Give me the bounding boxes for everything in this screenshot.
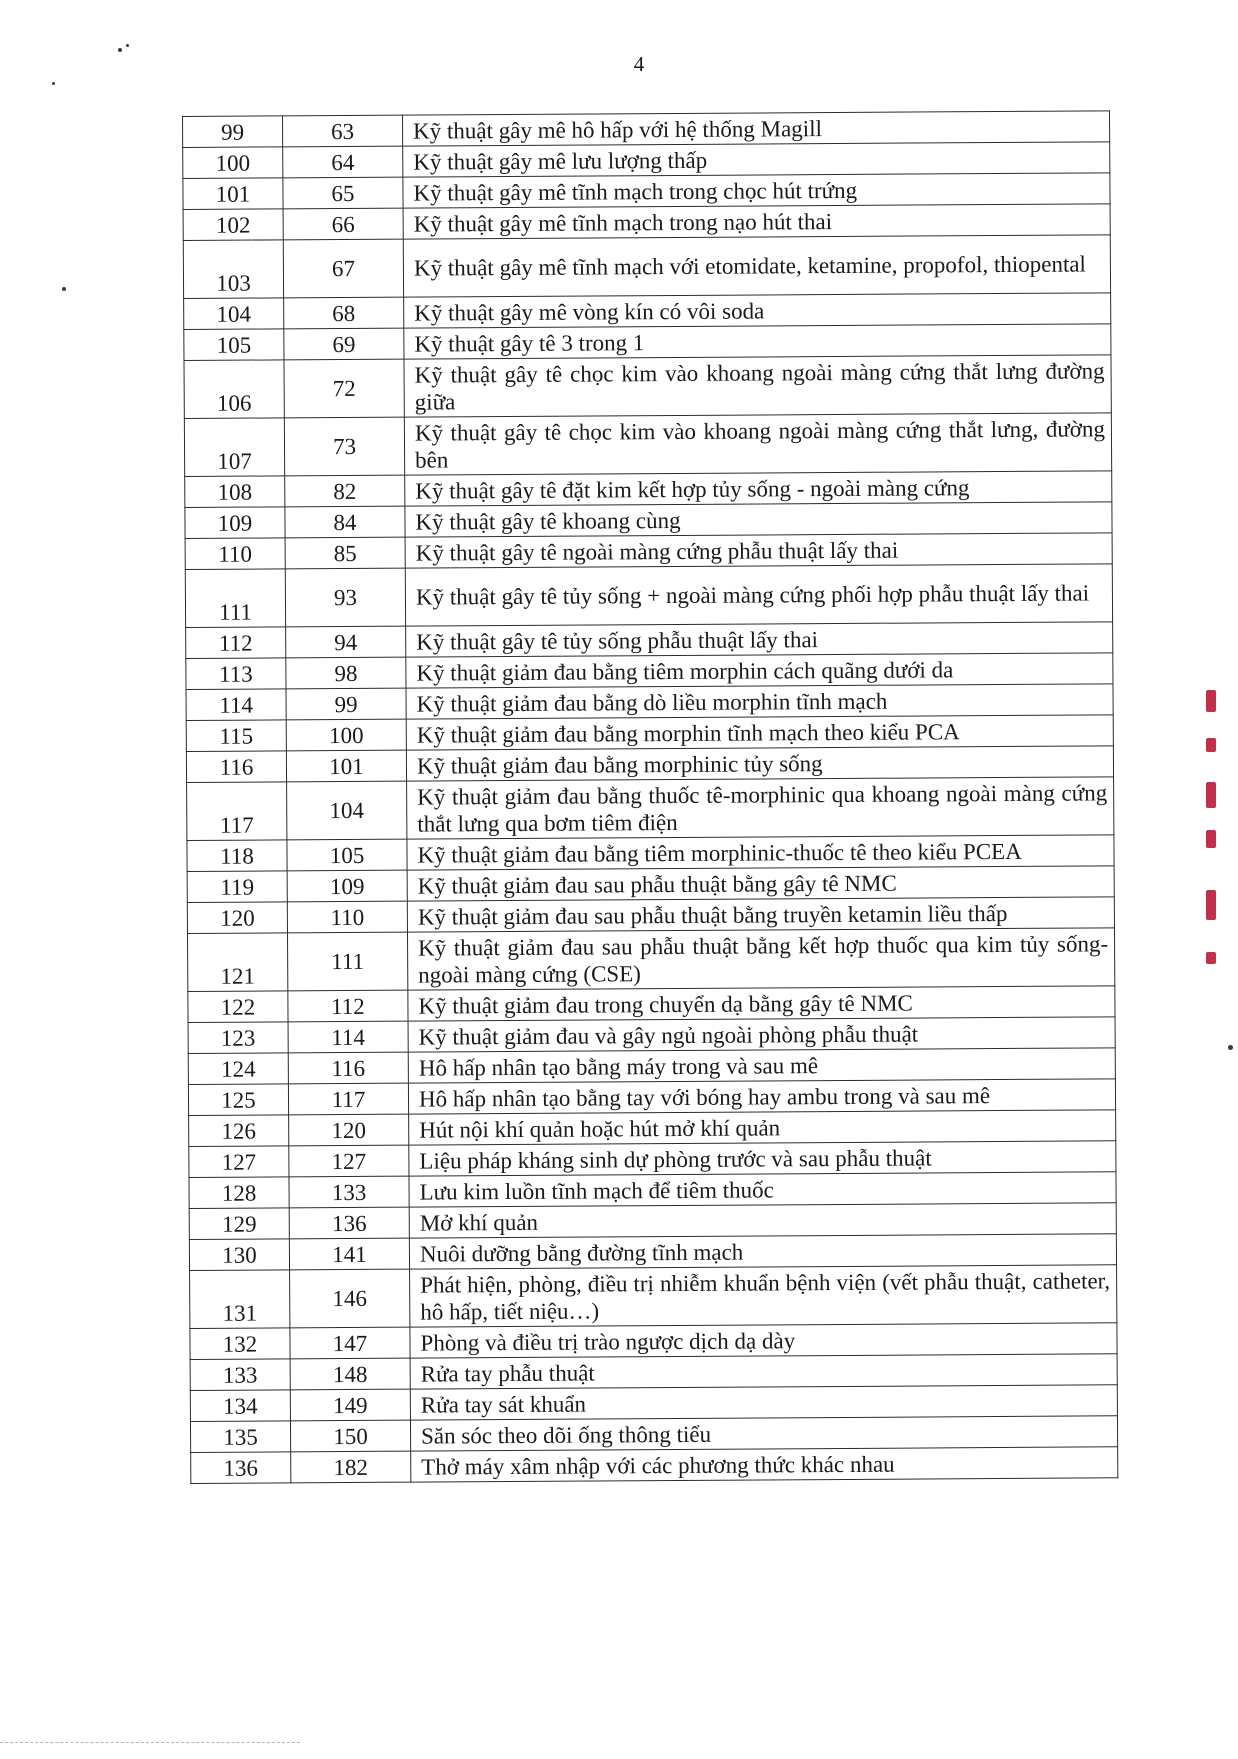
procedure-name-cell: Hô hấp nhân tạo bằng máy trong và sau mê	[408, 1048, 1115, 1083]
row-number-cell: 127	[189, 1146, 289, 1178]
scan-speck	[118, 48, 122, 52]
row-number-cell: 134	[190, 1390, 290, 1422]
row-number-cell: 115	[186, 720, 286, 752]
procedure-code-cell: 82	[285, 475, 405, 507]
row-number-cell: 113	[186, 658, 286, 690]
row-number-cell: 124	[188, 1053, 288, 1085]
procedure-name-cell: Kỹ thuật gây mê tĩnh mạch với etomidate, ketamine, propofol, thiopental	[403, 235, 1110, 297]
procedure-code-cell: 111	[287, 932, 407, 991]
scan-speck	[1228, 1045, 1233, 1050]
procedure-code-cell: 72	[284, 359, 404, 418]
row-number-cell: 130	[189, 1239, 289, 1271]
row-number-cell: 133	[190, 1359, 290, 1391]
table-row	[190, 1265, 1117, 1329]
procedure-code-cell: 117	[288, 1083, 408, 1115]
procedure-code-cell: 149	[290, 1389, 410, 1421]
row-number-cell: 122	[188, 991, 288, 1023]
scan-speck	[52, 82, 55, 85]
procedure-code-cell: 112	[288, 990, 408, 1022]
row-number-cell: 131	[190, 1270, 290, 1329]
row-number-cell: 109	[185, 507, 285, 539]
row-number-cell: 132	[190, 1328, 290, 1360]
procedure-name-cell: Mở khí quản	[409, 1203, 1116, 1238]
procedure-code-cell: 65	[283, 177, 403, 209]
procedure-code-cell: 73	[284, 417, 404, 476]
procedure-code-cell: 141	[289, 1238, 409, 1270]
scan-speck	[126, 44, 129, 47]
procedure-code-cell: 93	[285, 568, 405, 627]
stamp-fragment	[1206, 690, 1220, 1070]
procedure-name-cell: Kỹ thuật gây tê chọc kim vào khoang ngoài màng cứng thắt lưng, đường bên	[404, 413, 1111, 475]
row-number-cell: 99	[183, 116, 283, 148]
procedure-name-cell: Kỹ thuật giảm đau bằng tiêm morphin cách quãng dưới da	[406, 653, 1113, 688]
procedure-name-cell: Kỹ thuật giảm đau sau phẫu thuật bằng kết hợp thuốc qua kim tủy sống-ngoài màng cứng (CSE)	[407, 928, 1114, 990]
procedure-name-cell: Kỹ thuật giảm đau và gây ngủ ngoài phòng phẫu thuật	[408, 1017, 1115, 1052]
procedure-name-cell: Kỹ thuật giảm đau sau phẫu thuật bằng gây tê NMC	[407, 866, 1114, 901]
row-number-cell: 135	[190, 1421, 290, 1453]
procedure-code-cell: 150	[290, 1420, 410, 1452]
row-number-cell: 102	[183, 209, 283, 241]
procedure-name-cell: Hút nội khí quản hoặc hút mở khí quản	[409, 1110, 1116, 1145]
table-row	[184, 413, 1111, 477]
row-number-cell: 128	[189, 1177, 289, 1209]
procedure-name-cell: Phòng và điều trị trào ngược dịch dạ dày	[410, 1323, 1117, 1358]
procedure-code-cell: 98	[286, 657, 406, 689]
row-number-cell: 100	[183, 147, 283, 179]
procedure-name-cell: Săn sóc theo dõi ống thông tiểu	[410, 1416, 1117, 1451]
row-number-cell: 120	[187, 902, 287, 934]
procedure-code-cell: 147	[290, 1327, 410, 1359]
procedure-code-cell: 99	[286, 688, 406, 720]
procedure-code-cell: 64	[283, 146, 403, 178]
procedure-name-cell: Rửa tay phẫu thuật	[410, 1354, 1117, 1389]
procedure-name-cell: Kỹ thuật gây tê tủy sống + ngoài màng cứng phối hợp phẫu thuật lấy thai	[405, 564, 1112, 626]
procedure-name-cell: Rửa tay sát khuẩn	[410, 1385, 1117, 1420]
row-number-cell: 101	[183, 178, 283, 210]
procedure-table-body	[183, 111, 1118, 1484]
table-row	[184, 355, 1111, 419]
procedure-code-cell: 109	[287, 870, 407, 902]
procedure-code-cell: 84	[285, 506, 405, 538]
procedure-name-cell: Nuôi dưỡng bằng đường tĩnh mạch	[409, 1234, 1116, 1269]
procedure-name-cell: Kỹ thuật gây mê lưu lượng thấp	[403, 142, 1110, 177]
row-number-cell: 126	[189, 1115, 289, 1147]
procedure-code-cell: 66	[283, 208, 403, 240]
procedure-code-cell: 127	[289, 1145, 409, 1177]
procedure-name-cell: Hô hấp nhân tạo bằng tay với bóng hay ambu trong và sau mê	[408, 1079, 1115, 1114]
row-number-cell: 119	[187, 871, 287, 903]
row-number-cell: 110	[185, 538, 285, 570]
procedure-name-cell: Kỹ thuật gây tê tủy sống phẫu thuật lấy thai	[406, 622, 1113, 657]
row-number-cell: 107	[184, 418, 284, 477]
table-row	[187, 928, 1114, 992]
row-number-cell: 123	[188, 1022, 288, 1054]
procedure-code-cell: 100	[286, 719, 406, 751]
procedure-name-cell: Kỹ thuật giảm đau bằng thuốc tê-morphinic qua khoang ngoài màng cứng thắt lưng qua bơm tiêm điện	[407, 777, 1114, 839]
procedure-name-cell: Kỹ thuật giảm đau trong chuyển dạ bằng gây tê NMC	[408, 986, 1115, 1021]
procedure-name-cell: Lưu kim luồn tĩnh mạch để tiêm thuốc	[409, 1172, 1116, 1207]
row-number-cell: 114	[186, 689, 286, 721]
row-number-cell: 112	[186, 627, 286, 659]
table-row	[187, 777, 1114, 841]
procedure-code-cell: 148	[290, 1358, 410, 1390]
row-number-cell: 121	[187, 933, 287, 992]
row-number-cell: 105	[184, 329, 284, 361]
procedure-name-cell: Kỹ thuật gây mê vòng kín có vôi soda	[404, 293, 1111, 328]
procedure-name-cell: Kỹ thuật gây tê đặt kim kết hợp tủy sống - ngoài màng cứng	[405, 471, 1112, 506]
procedure-name-cell: Kỹ thuật giảm đau sau phẫu thuật bằng truyền ketamin liều thấp	[407, 897, 1114, 932]
procedure-table	[182, 110, 1118, 1484]
procedure-name-cell: Kỹ thuật gây mê tĩnh mạch trong nạo hút thai	[403, 204, 1110, 239]
row-number-cell: 136	[191, 1452, 291, 1484]
footer-rule	[0, 1742, 300, 1743]
row-number-cell: 111	[185, 569, 285, 628]
page-number: 4	[633, 52, 645, 76]
procedure-name-cell: Kỹ thuật gây mê tĩnh mạch trong chọc hút trứng	[403, 173, 1110, 208]
procedure-code-cell: 116	[288, 1052, 408, 1084]
row-number-cell: 117	[187, 782, 287, 841]
procedure-name-cell: Kỹ thuật gây mê hô hấp với hệ thống Magill	[402, 111, 1109, 146]
table-row	[183, 235, 1110, 299]
procedure-name-cell: Kỹ thuật gây tê 3 trong 1	[404, 324, 1111, 359]
row-number-cell: 106	[184, 360, 284, 419]
procedure-code-cell: 67	[283, 239, 403, 298]
procedure-code-cell: 110	[287, 901, 407, 933]
procedure-code-cell: 120	[289, 1114, 409, 1146]
row-number-cell: 125	[188, 1084, 288, 1116]
procedure-name-cell: Kỹ thuật giảm đau bằng morphinic tủy sống	[406, 746, 1113, 781]
procedure-name-cell: Kỹ thuật gây tê ngoài màng cứng phẫu thuật lấy thai	[405, 533, 1112, 568]
procedure-name-cell: Kỹ thuật giảm đau bằng tiêm morphinic-thuốc tê theo kiểu PCEA	[407, 835, 1114, 870]
procedure-code-cell: 85	[285, 537, 405, 569]
procedure-code-cell: 69	[284, 328, 404, 360]
table-row	[191, 1447, 1118, 1484]
procedure-code-cell: 63	[283, 115, 403, 147]
row-number-cell: 129	[189, 1208, 289, 1240]
row-number-cell: 103	[183, 240, 283, 299]
procedure-name-cell: Liệu pháp kháng sinh dự phòng trước và sau phẫu thuật	[409, 1141, 1116, 1176]
row-number-cell: 118	[187, 840, 287, 872]
row-number-cell: 108	[185, 476, 285, 508]
procedure-name-cell: Kỹ thuật giảm đau bằng dò liều morphin tĩnh mạch	[406, 684, 1113, 719]
table-row	[185, 564, 1112, 628]
procedure-name-cell: Kỹ thuật giảm đau bằng morphin tĩnh mạch theo kiểu PCA	[406, 715, 1113, 750]
procedure-code-cell: 104	[287, 781, 407, 840]
procedure-code-cell: 182	[291, 1451, 411, 1483]
procedure-name-cell: Thở máy xâm nhập với các phương thức khác nhau	[411, 1447, 1118, 1482]
procedure-name-cell: Kỹ thuật gây tê khoang cùng	[405, 502, 1112, 537]
procedure-code-cell: 133	[289, 1176, 409, 1208]
procedure-code-cell: 105	[287, 839, 407, 871]
procedure-code-cell: 136	[289, 1207, 409, 1239]
row-number-cell: 116	[186, 751, 286, 783]
scan-speck	[62, 287, 66, 291]
row-number-cell: 104	[184, 298, 284, 330]
procedure-code-cell: 94	[286, 626, 406, 658]
procedure-code-cell: 68	[284, 297, 404, 329]
procedure-code-cell: 114	[288, 1021, 408, 1053]
procedure-code-cell: 101	[286, 750, 406, 782]
procedure-name-cell: Kỹ thuật gây tê chọc kim vào khoang ngoài màng cứng thắt lưng đường giữa	[404, 355, 1111, 417]
procedure-name-cell: Phát hiện, phòng, điều trị nhiễm khuẩn bệnh viện (vết phẫu thuật, catheter, hô hấp, tiết niệu…)	[410, 1265, 1117, 1327]
procedure-code-cell: 146	[290, 1269, 410, 1328]
